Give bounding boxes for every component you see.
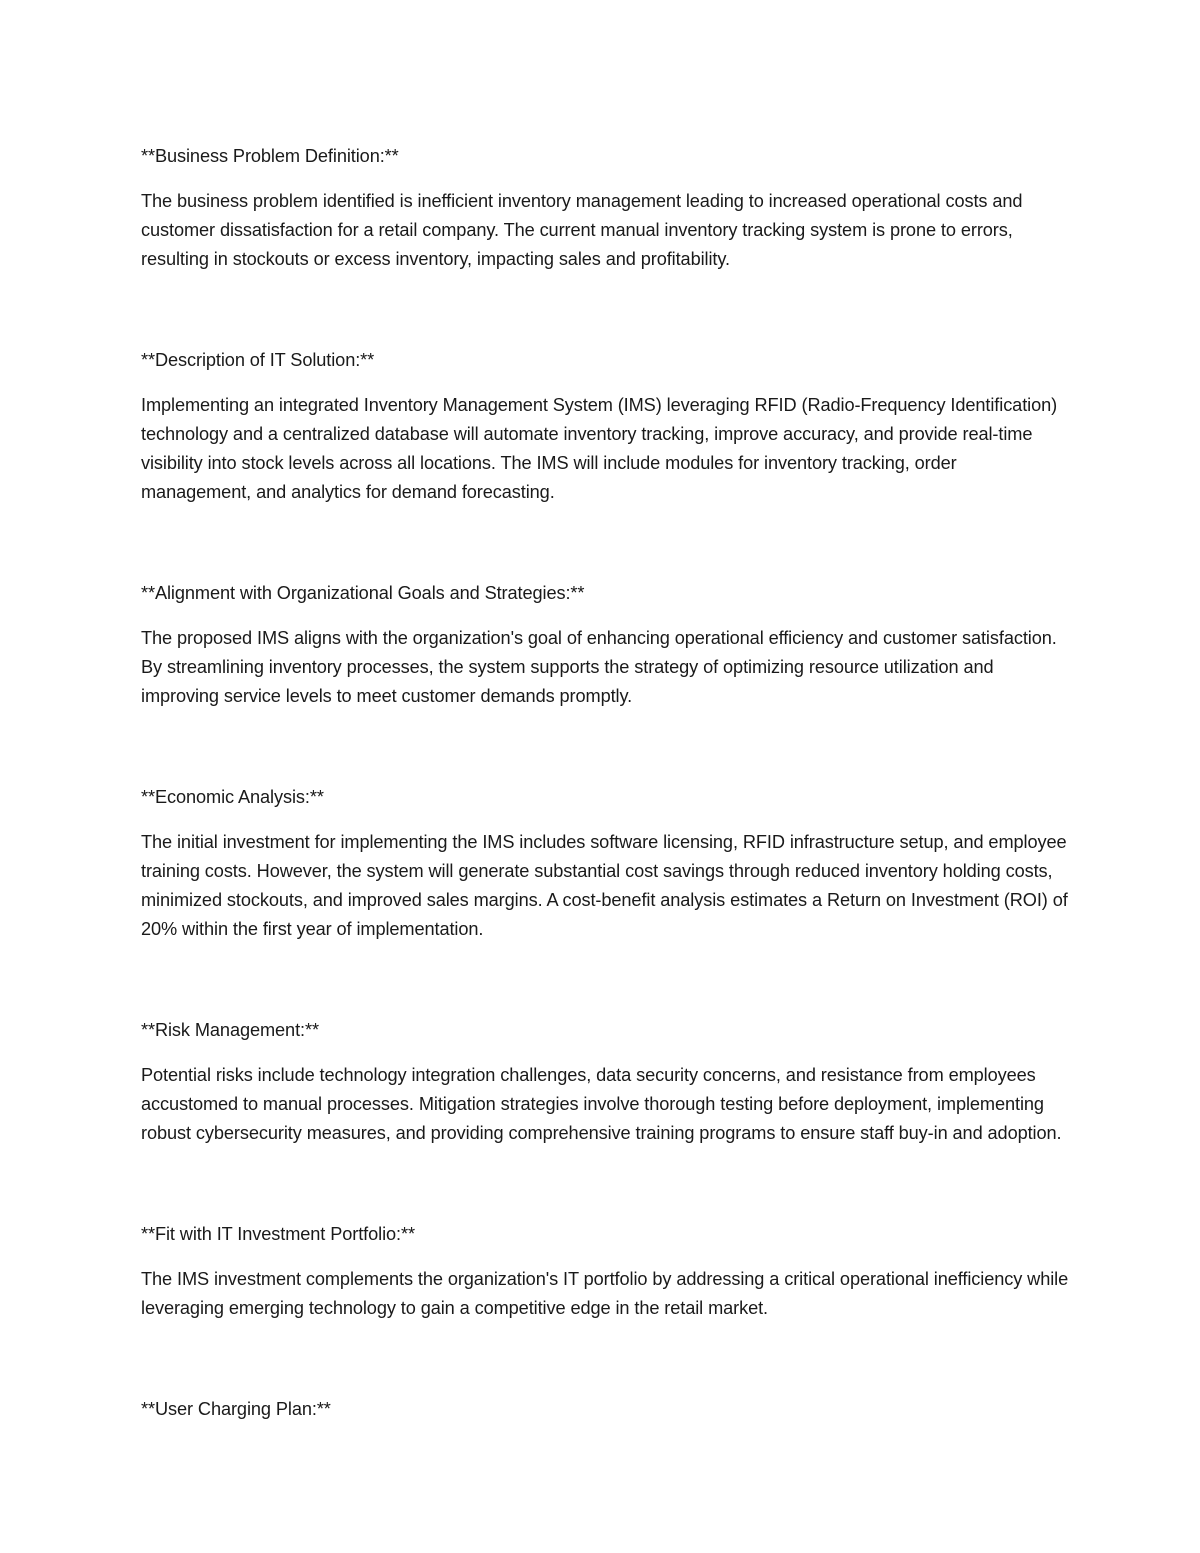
section-heading: **User Charging Plan:** bbox=[141, 1399, 331, 1419]
section-heading: **Alignment with Organizational Goals and Strategies:** bbox=[141, 583, 585, 603]
section-paragraph: The IMS investment complements the organization's IT portfolio by addressing a critical operational inefficiency while leveraging emerging technology to gain a competitive edge in the retail market. bbox=[141, 1269, 1069, 1318]
section-paragraph: The proposed IMS aligns with the organization's goal of enhancing operational efficiency and customer satisfaction. By streamlining inventory processes, the system supports the strategy of optimizing resource utilization and improving service levels to meet customer demands promptly. bbox=[141, 628, 1057, 706]
section-heading: **Description of IT Solution:** bbox=[141, 350, 375, 370]
section-it-solution bbox=[141, 346, 1071, 507]
section-paragraph: Potential risks include technology integration challenges, data security concerns, and resistance from employees accustomed to manual processes. Mitigation strategies involve thorough testing before deployment, implementing robust cybersecurity measures, and providing comprehensive training programs to ensure staff buy-in and adoption. bbox=[141, 1065, 1062, 1143]
section-business-problem bbox=[141, 142, 1071, 274]
section-user-charging bbox=[141, 1395, 1071, 1424]
section-economic-analysis bbox=[141, 783, 1071, 944]
section-paragraph: The initial investment for implementing the IMS includes software licensing, RFID infrastructure setup, and employee training costs. However, the system will generate substantial cost savings through reduced inventory holding costs, minimized stockouts, and improved sales margins. A cost-benefit analysis estimates a Return on Investment (ROI) of 20% within the first year of implementation. bbox=[141, 832, 1068, 939]
section-alignment bbox=[141, 579, 1071, 711]
section-heading: **Risk Management:** bbox=[141, 1020, 319, 1040]
document-body bbox=[141, 142, 1071, 1496]
section-heading: **Economic Analysis:** bbox=[141, 787, 324, 807]
section-paragraph: The business problem identified is inefficient inventory management leading to increased operational costs and customer dissatisfaction for a retail company. The current manual inventory tracking system is prone to errors, resulting in stockouts or excess inventory, impacting sales and profitability. bbox=[141, 191, 1023, 269]
section-heading: **Business Problem Definition:** bbox=[141, 146, 399, 166]
section-portfolio-fit bbox=[141, 1220, 1071, 1323]
section-paragraph: Implementing an integrated Inventory Management System (IMS) leveraging RFID (Radio-Frequency Identification) technology and a centralized database will automate inventory tracking, improve accuracy, and provide real-time visibility into stock levels across all locations. The IMS will include modules for inventory tracking, order management, and analytics for demand forecasting. bbox=[141, 395, 1058, 502]
section-risk-management bbox=[141, 1016, 1071, 1148]
section-heading: **Fit with IT Investment Portfolio:** bbox=[141, 1224, 415, 1244]
